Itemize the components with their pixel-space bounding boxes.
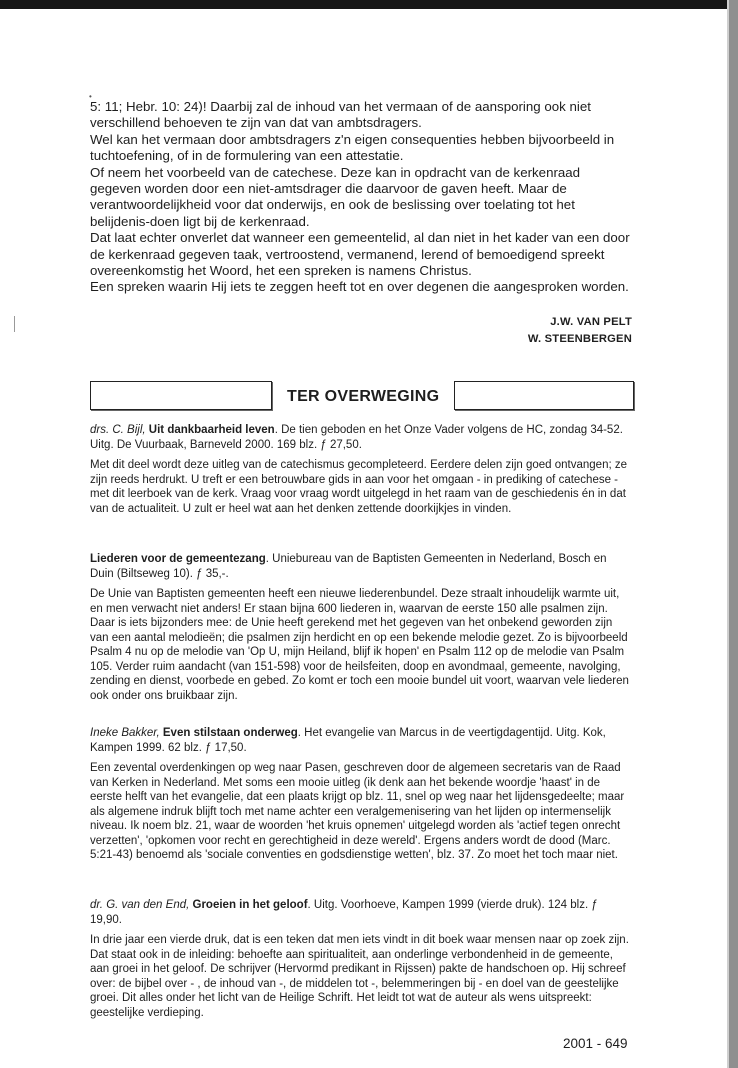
review-item: [90, 423, 632, 516]
intro-text: [90, 99, 632, 296]
review-details: . De tien geboden en het Onze Vader volgens de HC, zondag 34-52. Uitg. De Vuurbaak, Barneveld 2000. 169 blz. ƒ 27,50.: [90, 424, 623, 451]
top-edge-bar: [0, 0, 738, 9]
review-heading: [90, 898, 632, 927]
intro-paragraph: 5: 11; Hebr. 10: 24)! Daarbij zal de inhoud van het vermaan of de aansporing ook niet verschillend behoeven te zijn van dat van ambtsdragers.: [90, 99, 591, 131]
intro-paragraph: Een spreken waarin Hij iets te zeggen heeft tot en over degenen die aangesproken worden.: [90, 279, 629, 295]
review-item: [90, 726, 632, 863]
review-body: De Unie van Baptisten gemeenten heeft een nieuwe liederenbundel. Deze straalt inhoudelijk warmte uit, en men verwacht niet anders! Er staan bijna 600 liederen in, waarvan de eerste 150 alle psalmen zijn. Daar is iets bijzonders mee: de Unie heeft gerekend met het gegeven van het onbekend geworden zijn van een aantal melodieën; die psalmen zijn herdicht en op een bekende melodie gezet. Zo is bijvoorbeeld Psalm 4 nu op de melodie van 'Op U, mijn Heiland, blijf ik hopen' en Psalm 112 op de melodie van Psalm 105. Verder ruim aandacht (van 151-598) voor de heilsfeiten, doop en avondmaal, gemeente, navolging, zending en dienst, voorbede en gebed. Zo komt er toch een mooie bundel uit voort, waarvan vele liederen ook onder ons bruikbaar zijn.: [90, 588, 629, 702]
review-heading: [90, 552, 632, 581]
intro-paragraph: Dat laat echter onverlet dat wanneer een gemeentelid, al dan niet in het kader van een door de kerkenraad gegeven taak, vertroostend, vermanend, lerend of bemoedigend spreekt overeenkomstig het Woord, het een spreken is namens Christus.: [90, 230, 630, 279]
signature-pelt: J.W. VAN PELT: [550, 316, 632, 328]
review-title: Groeien in het geloof: [192, 899, 308, 911]
review-body: Met dit deel wordt deze uitleg van de catechismus gecompleteerd. Eerdere delen zijn goed ontvangen; ze zijn reeds herdrukt. U treft er een betrouwbare gids in aan voor het omgaan - in prediking of catechese - met dit leerboek van de kerk. Vraag voor vraag wordt uitgelegd in het raam van de geschiedenis én in dat van de actualiteit. U zult er heel wat aan het denken zettende doorkijkjes in vinden.: [90, 459, 627, 515]
review-title: Uit dankbaarheid leven: [148, 424, 275, 436]
section-banner: [90, 381, 633, 409]
review-details: . Uniebureau van de Baptisten Gemeenten in Nederland, Bosch en Duin (Biltseweg 10). ƒ 35,-.: [90, 553, 607, 580]
banner-box-right: [454, 381, 634, 410]
signature-steenbergen: W. STEENBERGEN: [527, 333, 632, 345]
banner-box-left: [90, 381, 272, 410]
review-details: . Het evangelie van Marcus in de veertigdagentijd. Uitg. Kok, Kampen 1999. 62 blz. ƒ 17,50.: [90, 727, 606, 754]
review-heading: [90, 726, 632, 755]
signatures: [90, 313, 632, 353]
review-heading: [90, 423, 632, 452]
review-title: Even stilstaan onderweg: [162, 727, 298, 739]
right-edge-bar: [729, 0, 738, 1068]
review-item: [90, 552, 632, 703]
section-title: TER OVERWEGING: [287, 388, 440, 405]
page-number: 2001 - 649: [563, 1036, 628, 1051]
review-body: Een zevental overdenkingen op weg naar Pasen, geschreven door de algemeen secretaris van de Raad van Kerken in Nederland. Met soms een mooie uitleg (ik denk aan het bekende woordje 'haast' in de eerste helft van het evangelie, dat een plaats krijgt op blz. 11, snel op weg naar het lijdensgedeelte; maar als algemene indruk blijft toch met name achter een veralgemenisering van het lijden op intermenselijk niveau. Ik noem blz. 21, waar de woorden 'het kruis opnemen' uitgelegd worden als 'actief tegen onrecht verzetten', 'opkomen voor recht en gerechtigheid in deze wereld'. Ergens anders wordt de dood (Marc. 5:21-43) benoemd als 'sociale conventies en godsdienstige wetten', blz. 37. Zo moet het toch maar niet.: [90, 762, 625, 861]
bullet-mark: •: [89, 92, 92, 101]
review-item: [90, 898, 632, 1020]
review-body: In drie jaar een vierde druk, dat is een teken dat men iets vindt in dit boek waar mensen naar op zoek zijn. Dat staat ook in de inleiding: behoefte aan spiritualiteit, aan onderlinge verbondenheid in de gemeente, aan groei in het geloof. De schrijver (Hervormd predikant in Rijssen) pakte de handschoen op. Hij schreef over: de bijbel over - , de inhoud van -, de middelen tot -, belemmeringen bij - en doel van de geestelijke groei. Dit alles onder het licht van de Heilige Schrift. Het leidt tot wat de auteur als wens uitspreekt: geestelijke verdieping.: [90, 934, 629, 1019]
intro-paragraph: Of neem het voorbeeld van de catechese. Deze kan in opdracht van de kerkenraad gegeven worden door een niet-amtsdrager die daarvoor de gaven heeft. Maar de verantwoordelijkheid voor dat onderwijs, en ook de beslissing over toelating tot het belijdenis-doen ligt bij de kerkenraad.: [90, 164, 581, 229]
right-edge-shadow: [727, 0, 729, 1068]
review-author: dr. G. van den End,: [90, 899, 190, 911]
intro-paragraph: Wel kan het vermaan door ambtsdragers z'n eigen consequenties hebben bijvoorbeeld in tuchtoefening, of in de formulering van een attestatie.: [90, 131, 615, 164]
margin-mark: [14, 316, 15, 332]
review-details: . Uitg. Voorhoeve, Kampen 1999 (vierde druk). 124 blz. ƒ 19,90.: [90, 899, 598, 926]
review-author: drs. C. Bijl,: [90, 424, 146, 436]
review-title: Liederen voor de gemeentezang: [90, 553, 266, 565]
review-author: Ineke Bakker,: [90, 727, 160, 739]
